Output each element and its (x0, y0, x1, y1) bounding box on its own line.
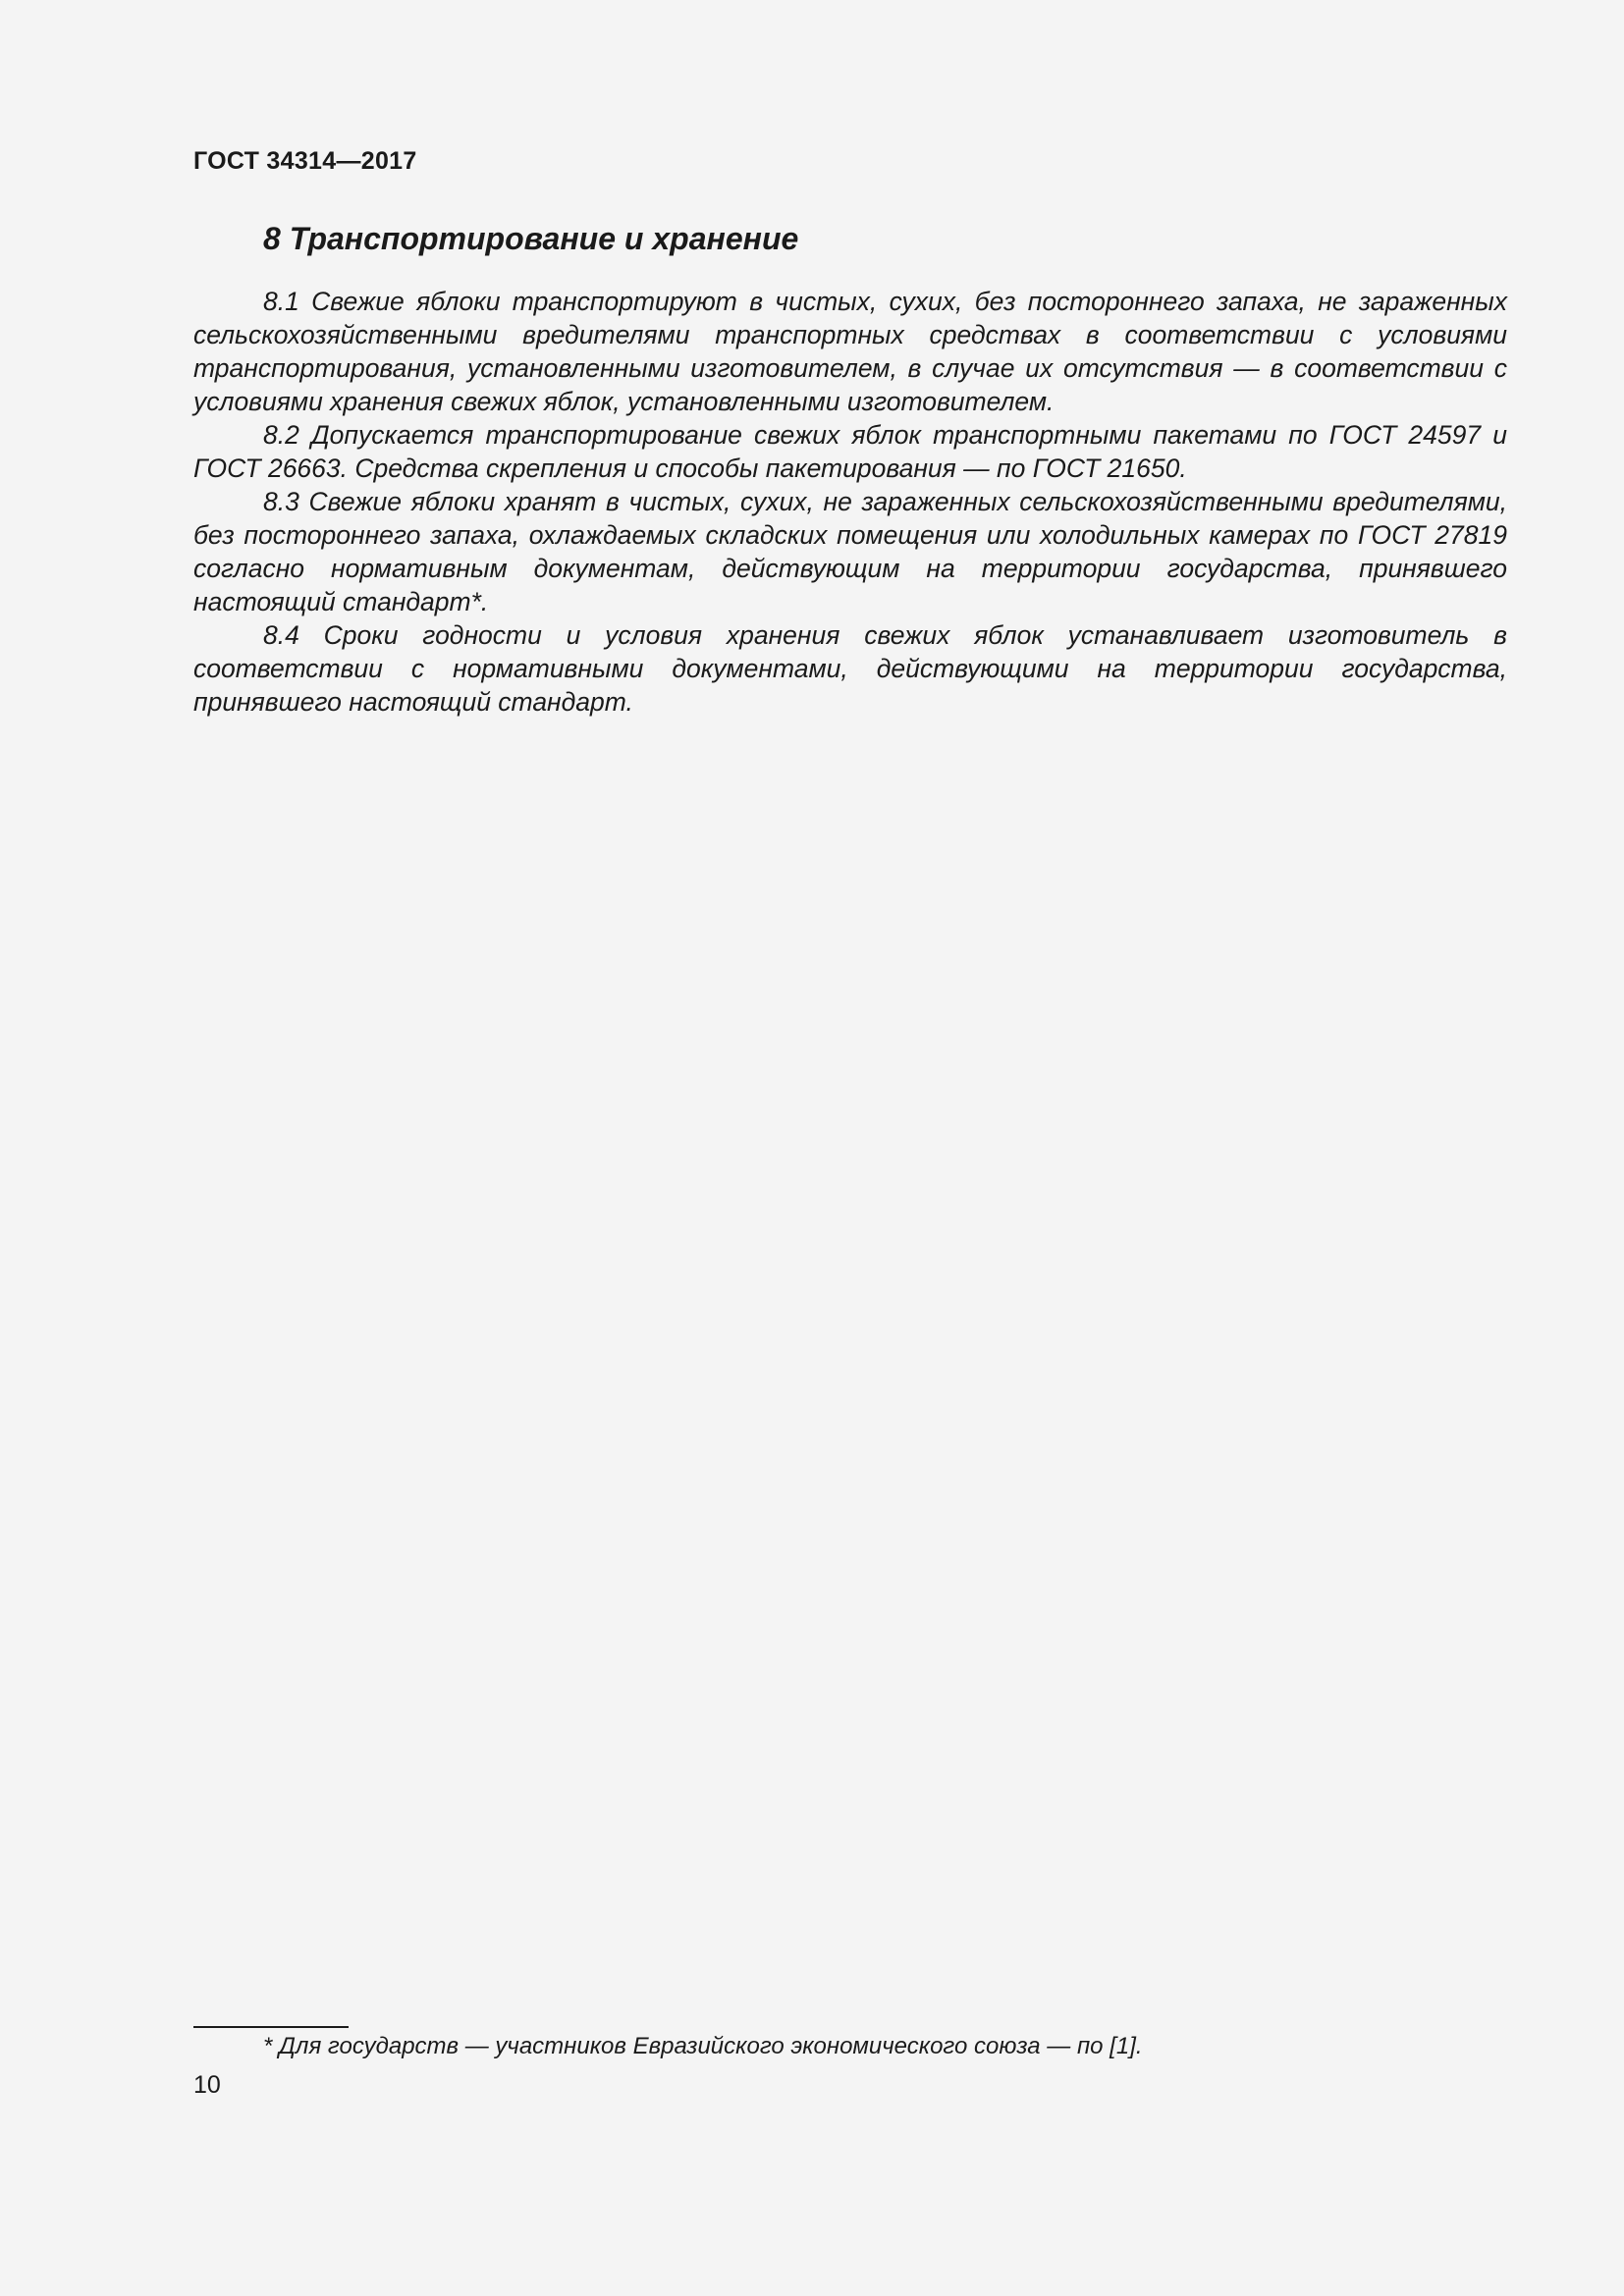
paragraph-8-3: 8.3 Свежие яблоки хранят в чистых, сухих, не зараженных сельскохозяйственными вредителями, без постороннего запаха, охлаждаемых складских помещения или холодильных камерах по ГОСТ 27819 согласно нормативным документам, действующим на территории государства, принявшего настоящий стандарт*. (193, 487, 1507, 616)
section-title: 8 Транспортирование и хранение (263, 221, 799, 256)
section-body (193, 285, 1507, 719)
paragraph-8-4: 8.4 Сроки годности и условия хранения свежих яблок устанавливает изготовитель в соответствии с нормативными документами, действующими на территории государства, принявшего настоящий стандарт. (193, 620, 1507, 717)
page-number: 10 (193, 2071, 221, 2099)
footnote: * Для государств — участников Евразийского экономического союза — по [1]. (263, 2033, 1143, 2059)
footnote-separator (193, 2026, 349, 2028)
paragraph-8-2: 8.2 Допускается транспортирование свежих яблок транспортными пакетами по ГОСТ 24597 и ГОСТ 26663. Средства скрепления и способы пакетирования — по ГОСТ 21650. (193, 420, 1507, 483)
paragraph-8-1: 8.1 Свежие яблоки транспортируют в чистых, сухих, без постороннего запаха, не зараженных сельскохозяйственными вредителями транспортных средствах в соответствии с условиями транспортирования, установленными изготовителем, в случае их отсутствия — в соответствии с условиями хранения свежих яблок, установленными изготовителем. (193, 287, 1507, 416)
document-header: ГОСТ 34314—2017 (193, 147, 417, 175)
